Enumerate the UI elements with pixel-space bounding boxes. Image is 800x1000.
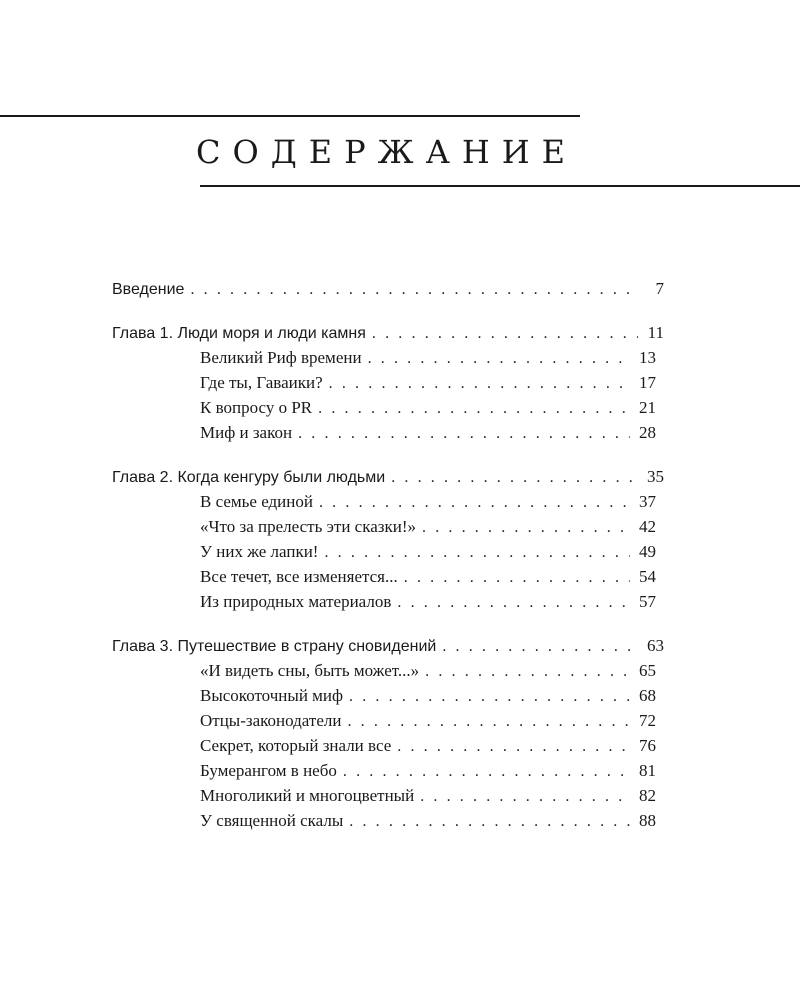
dot-leader [420,784,630,809]
toc-section-label: К вопросу о PR [200,398,313,417]
dot-leader [347,709,630,734]
dot-leader [319,490,630,515]
toc-page-number: 72 [639,711,656,730]
toc-section-entry[interactable] [200,420,656,445]
toc-entry-label: Введение [112,281,185,298]
toc-entry-intro[interactable] [112,276,664,301]
toc-chapter-entry[interactable] [112,633,664,658]
toc-chapter-label: Глава 1. Люди моря и люди камня [112,325,366,342]
dot-leader [372,321,638,346]
toc-page-number: 81 [639,761,656,780]
toc-chapter-label: Глава 2. Когда кенгуру были людьми [112,469,386,486]
dot-leader [329,371,630,396]
dot-leader [368,346,630,371]
toc-section-label: Многоликий и многоцветный [200,786,415,805]
toc-page-number: 68 [639,686,656,705]
toc-section-label: У них же лапки! [200,542,319,561]
chapter-block [112,464,664,614]
toc-section-entry[interactable] [200,708,656,733]
toc-section-label: Миф и закон [200,423,293,442]
chapter-block [112,633,664,833]
toc-page-number: 37 [639,492,656,511]
toc-chapter-entry[interactable] [112,320,664,345]
toc-section-entry[interactable] [200,345,656,370]
toc-page-number: 82 [639,786,656,805]
toc-section-label: У священной скалы [200,811,344,830]
toc-section-entry[interactable] [200,589,656,614]
table-of-contents [112,276,664,852]
dot-leader [404,565,630,590]
toc-section-entry[interactable] [200,514,656,539]
toc-page-number: 28 [639,423,656,442]
title-rule-bottom [200,185,800,187]
toc-section-label: Где ты, Гаваики? [200,373,323,392]
dot-leader [343,759,630,784]
toc-section-entry[interactable] [200,395,656,420]
toc-section-label: Из природных материалов [200,592,392,611]
toc-section-label: «Что за прелесть эти сказки!» [200,517,416,536]
toc-section-label: Великий Риф времени [200,348,362,367]
toc-section-entry[interactable] [200,489,656,514]
toc-page-number: 21 [639,398,656,417]
toc-section-entry[interactable] [200,658,656,683]
toc-page-number: 7 [655,279,664,298]
dot-leader [397,590,630,615]
dot-leader [298,421,630,446]
toc-section-entry[interactable] [200,539,656,564]
page-title: СОДЕРЖАНИЕ [196,133,577,171]
toc-section-label: Секрет, который знали все [200,736,392,755]
dot-leader [422,515,630,540]
toc-section-label: Бумерангом в небо [200,761,337,780]
toc-section-label: Все течет, все изменяется... [200,567,398,586]
toc-section-entry[interactable] [200,733,656,758]
toc-section-entry[interactable] [200,808,656,833]
dot-leader [397,734,630,759]
toc-page-number: 11 [647,323,664,342]
toc-section-entry[interactable] [200,564,656,589]
dot-leader [324,540,630,565]
dot-leader [442,634,638,659]
toc-page-number: 13 [639,348,656,367]
dot-leader [318,396,630,421]
toc-section-label: Высокоточный миф [200,686,344,705]
dot-leader [349,684,630,709]
toc-chapter-entry[interactable] [112,464,664,489]
title-rule-top [0,115,580,117]
toc-page-number: 63 [647,636,664,655]
chapter-block [112,320,664,445]
toc-page-number: 42 [639,517,656,536]
toc-section-entry[interactable] [200,783,656,808]
toc-page-number: 54 [639,567,656,586]
toc-page-number: 76 [639,736,656,755]
toc-section-label: В семье единой [200,492,313,511]
toc-section-entry[interactable] [200,370,656,395]
toc-section-label: Отцы-законодатели [200,711,342,730]
dot-leader [190,277,638,302]
toc-page-number: 35 [647,467,664,486]
toc-page-number: 65 [639,661,656,680]
toc-section-entry[interactable] [200,683,656,708]
toc-page-number: 88 [639,811,656,830]
toc-section-entry[interactable] [200,758,656,783]
toc-page-number: 49 [639,542,656,561]
toc-page-number: 17 [639,373,656,392]
toc-section-label: «И видеть сны, быть может...» [200,661,420,680]
toc-chapter-label: Глава 3. Путешествие в страну сновидений [112,638,437,655]
dot-leader [425,659,630,684]
toc-page-number: 57 [639,592,656,611]
dot-leader [391,465,638,490]
dot-leader [349,809,630,834]
